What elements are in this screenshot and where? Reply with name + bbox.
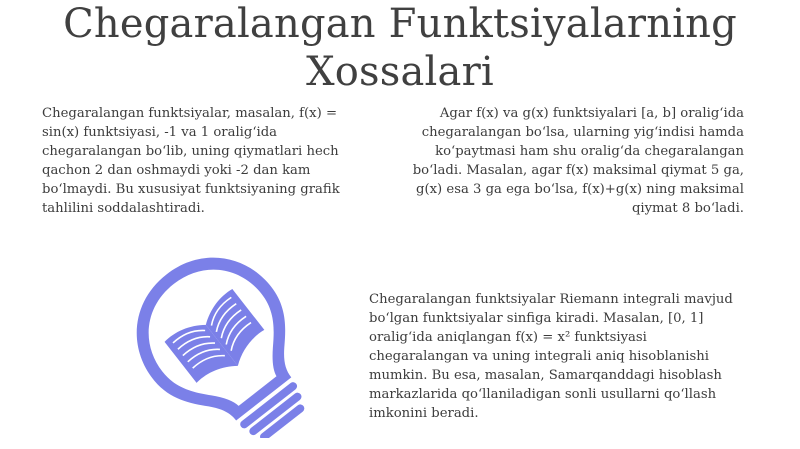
paragraph-left: Chegaralangan funktsiyalar, masalan, f(x) = sin(x) funktsiyasi, -1 va 1 oralig‘ida chegaralangan bo‘lib, uning qiymatlari hech qachon 2 dan oshmaydi yoki -2 dan kam bo‘lmaydi. Bu xususiyat funktsiyaning grafik tahlilini soddalashtiradi. (42, 106, 340, 216)
lightbulb-book-icon (125, 248, 315, 438)
book-icon (164, 289, 271, 393)
paragraph-right: Agar f(x) va g(x) funktsiyalari [a, b] oralig‘ida chegaralangan bo‘lsa, ularning yig‘indisi hamda ko‘paytmasi ham shu oralig‘da chegaralangan bo‘ladi. Masalan, agar f(x) maksimal qiymat 5 ga, g(x) esa 3 ga ega bo‘lsa, f(x)+g(x) ning maksimal qiymat 8 bo‘ladi. (412, 106, 744, 216)
slide-title-line-2: Xossalari (306, 49, 494, 95)
slide-title-line-1: Chegaralangan Funktsiyalarning (63, 1, 737, 47)
lightbulb-group (125, 248, 315, 438)
paragraph-bottom: Chegaralangan funktsiyalar Riemann integrali mavjud bo‘lgan funktsiyalar sinfiga kiradi. Masalan, [0, 1] oralig‘ida aniqlangan f(x) = x² funktsiyasi chegaralangan va uning integrali aniq hisoblanishi mumkin. Bu esa, masalan, Samarqanddagi hisoblash markazlarida qo‘llaniladigan sonli usullarni qo‘llash imkonini beradi. (369, 292, 733, 421)
slide-title (0, 0, 800, 96)
